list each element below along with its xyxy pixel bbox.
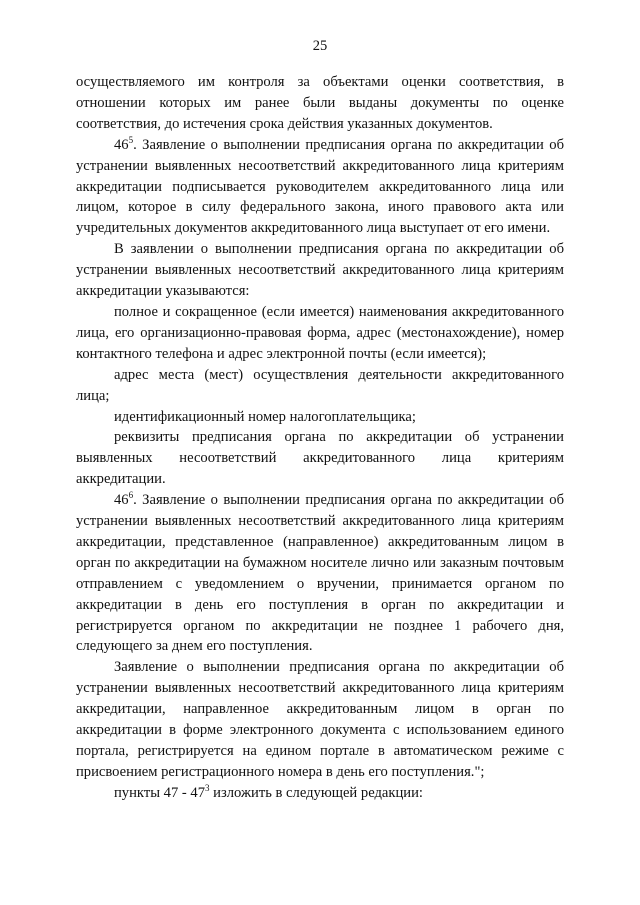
paragraph-text: . Заявление о выполнении предписания органа по аккредитации об устранении выявленных несоответствий аккредитованного лица критериям аккредитации подписывается руководителем аккредитованного лица или лицом, которое в силу федерального закона, иного правового акта или учредительных документов аккредитованного лица выступает от его имени. xyxy=(76,136,564,237)
list-item-tax-id xyxy=(76,407,564,428)
paragraph-text: изложить в следующей редакции: xyxy=(209,784,423,801)
list-item-names xyxy=(76,302,564,365)
clause-superscript: 5 xyxy=(128,134,134,145)
paragraph-46-5 xyxy=(76,135,564,240)
clause-number: 46 xyxy=(114,136,129,153)
paragraph-electronic-application xyxy=(76,657,564,782)
page-number: 25 xyxy=(312,38,328,54)
paragraph-46-6 xyxy=(76,490,564,657)
list-item-address xyxy=(76,365,564,407)
document-body xyxy=(76,72,564,804)
clause-superscript: 3 xyxy=(205,782,210,793)
clause-superscript: 6 xyxy=(128,490,134,501)
paragraph-text: осуществляемого им контроля за объектами оценки соответствия, в отношении которых им ранее были выданы документы по оценке соответствия, до истечения срока действия указанных документов. xyxy=(76,74,564,132)
paragraph-continuation xyxy=(76,72,564,135)
paragraph-amendment xyxy=(76,783,564,804)
paragraph-text: реквизиты предписания органа по аккредитации об устранении выявленных несоответствий аккредитованного лица критериям аккредитации. xyxy=(76,429,564,488)
paragraph-text: Заявление о выполнении предписания органа по аккредитации об устранении выявленных несоответствий аккредитованного лица критериям аккредитации, направленное аккредитованным лицом в орган по аккредитации в форме электронного документа с использованием единого портала, регистрируется на едином портале в автоматическом режиме с присвоением регистрационного номера в день его поступления."; xyxy=(76,659,564,780)
paragraph-text: . Заявление о выполнении предписания органа по аккредитации об устранении выявленных несоответствий аккредитованного лица критериям аккредитации, представленное (направленное) аккредитованным лицом в орган по аккредитации на бумажном носителе лично или заказным почтовым отправлением с уведомлением о вручении, принимается органом по аккредитации в день его поступления в орган по аккредитации и регистрируется органом по аккредитации не позднее 1 рабочего дня, следующего за днем его поступления. xyxy=(76,492,564,655)
paragraph-application-contents xyxy=(76,239,564,302)
paragraph-text: адрес места (мест) осуществления деятельности аккредитованного лица; xyxy=(76,366,564,404)
paragraph-text: полное и сокращенное (если имеется) наименования аккредитованного лица, его организационно-правовая форма, адрес (местонахождение), номер контактного телефона и адрес электронной почты (если имеется); xyxy=(76,303,564,362)
paragraph-text-prefix: пункты 47 - 47 xyxy=(114,784,205,801)
paragraph-text: В заявлении о выполнении предписания органа по аккредитации об устранении выявленных несоответствий аккредитованного лица критериям аккредитации указываются: xyxy=(76,241,564,300)
clause-number: 46 xyxy=(114,492,129,509)
paragraph-text: идентификационный номер налогоплательщика; xyxy=(114,408,416,425)
list-item-requisites xyxy=(76,427,564,490)
